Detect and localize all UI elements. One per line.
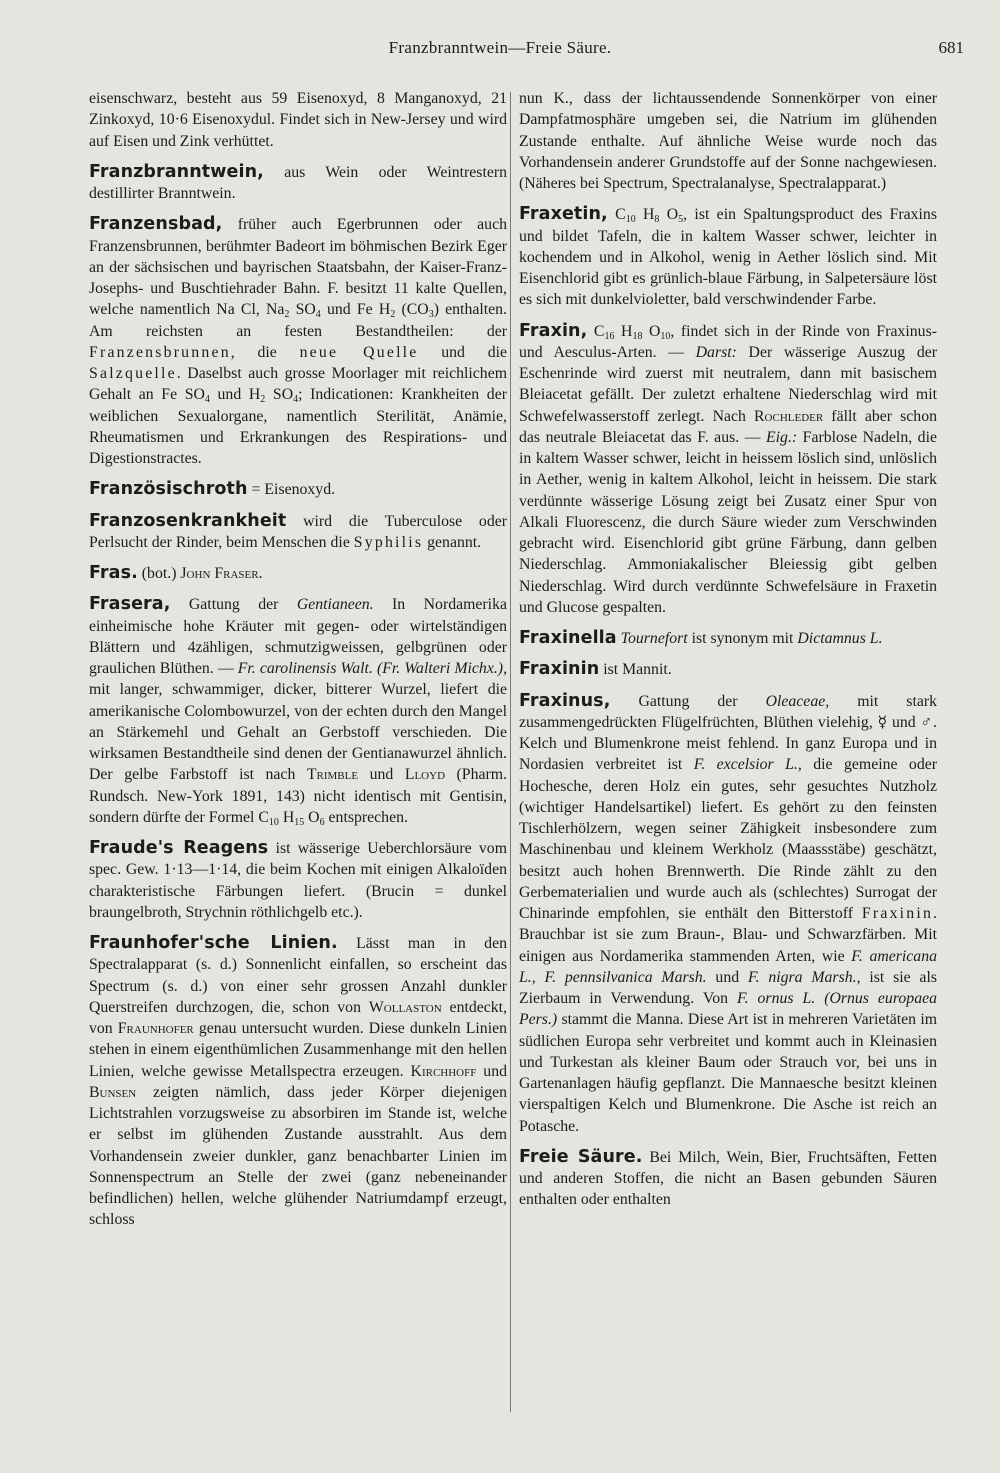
entry-fras: Fras. (bot.) John Fraser. — [89, 563, 263, 583]
headword: Franzbranntwein, — [89, 161, 264, 182]
headword: Fraxinus, — [519, 690, 611, 711]
entry-fraudes-reagens: Fraude's Reagens ist wässerige Ueberchlorsäure vom spec. Gew. 1·13—1·14, die beim Kochen mit einigen Alkaloïden charakteristische Färbungen liefert. (Brucin = dunkel braungelbroth, Strychnin röthlichgelb etc.). — [89, 838, 507, 921]
entry-fraxinus: Fraxinus, Gattung der Oleaceae, mit stark zusammengedrückten Flügelfrüchten, Blüthen vielehig, ☿ und ♂. Kelch und Blumenkrone meist fehlend. In ganz Europa und in Nordasien verbreitet ist F. excelsior L., die gemeine oder Hochesche, deren Holz ein gutes, sehr gesuchtes Nutzholz (wichtiger Handelsartikel) liefert. Es gehört zu den feinsten Tischlerhölzern, wegen seiner Zähigkeit insbesondere zum Maschinenbau und kleinem Werkholz (Maassstäbe) geschätzt, besitzt auch hohen Brennwerth. Die Rinde zählt zu den Gerbematerialien und wurde auch als (schlechtes) Surrogat der Chinarinde empfohlen, sie enthält den Bitterstoff Fraxinin. Brauchbar ist sie zum Braun-, Blau- und Schwarzfärben. Mit einigen aus Nordamerika stammenden Arten, wie F. americana L., F. pennsilvanica Marsh. und F. nigra Marsh., ist sie als Zierbaum in Verwendung. Von F. ornus L. (Ornus europaea Pers.) stammt die Manna. Diese Art ist in mehreren Varietäten im südlichen Europa sehr verbreitet und kommt auch in Kleinasien und Turkestan als kleiner Baum oder Strauch vor, bei uns in Gartenanlagen häufig gepflanzt. Die Mannaesche besitzt kleinen vierspaltigen Kelch und Blumenkrone. Die Asche ist reich an Potasche. — [519, 690, 938, 1135]
running-title: Franzbranntwein—Freie Säure. — [388, 38, 612, 57]
column-divider — [510, 92, 511, 1412]
entry-fraxinella: Fraxinella Tournefort ist synonym mit Dictamnus L. — [519, 628, 883, 648]
entry-continuation: eisenschwarz, besteht aus 59 Eisenoxyd, 8 Manganoxyd, 21 Zinkoxyd, 10·6 Eisenoxydul. Findet sich in New-Jersey und wird auf Eisen und Zink verhüttet. — [89, 90, 507, 150]
headword: Fras. — [89, 563, 138, 583]
entry-franzosenkrankheit: Franzosenkrankheit wird die Tuberculose oder Perlsucht der Rinder, beim Menschen die Syphilis genannt. — [89, 510, 507, 551]
entry-franzbranntwein: Franzbranntwein, aus Wein oder Weintrestern destillirter Branntwein. — [89, 161, 507, 202]
headword: Französischroth — [89, 479, 248, 500]
headword: Fraxinella — [519, 628, 617, 648]
headword: Fraude's Reagens — [89, 838, 269, 858]
entry-franzoesischroth: Französischroth = Eisenoxyd. — [89, 479, 336, 500]
headword: Fraxetin, — [519, 204, 608, 225]
entry-fraxin: Fraxin, $C_{16}$ $H_{18}$ $O_{10}$, findet sich in der Rinde von Fraxinus- und Aesculus-Arten. — Darst: Der wässerige Auszug der Eschenrinde wird zuerst mit neutralem, dann mit basischem Bleiacetat gefällt. Der zuletzt erhaltene Niederschlag wird mit Schwefelwasserstoff zerlegt. Nach Rochleder fällt aber schon das neutrale Bleiacetat das F. aus. — Eig.: Farblose Nadeln, die in kaltem Wasser schwer, leicht in heissem löslich sind, unlöslich in Aether, wenig in kaltem Alkohol, leicht in heissem. Die stark verdünnte wässerige Lösung zeigt bei Zusatz einer Spur von Alkali Fluorescenz, die durch Säure wieder zum Verschwinden gebracht wird. Eisenchlorid gibt grüne Färbung, dann gelben Niederschlag. Ammoniakalischer Bleiessig gibt gelben Niederschlag. Wird durch verdünnte Schwefelsäure in Fraxetin und Glucose gespalten. — [519, 320, 937, 616]
entry-fraxetin: Fraxetin, $C_{10}$ $H_8$ $O_5$, ist ein Spaltungsproduct des Fraxins und bildet Tafeln, die in kaltem Wasser schwer, leichter in kochendem und in Alkohol, wenig in Aether löslich sind. Mit Eisenchlorid gibt es grünlich-blaue Färbung, in Salpetersäure löst es sich mit dunkelvioletter, bald verschwindender Farbe. — [519, 204, 937, 309]
headword: Franzosenkrankheit — [89, 510, 287, 531]
entry-frasera: Frasera, Gattung der Gentianeen. In Nordamerika einheimische hohe Kräuter mit gegen- oder wirtelständigen Blättern und 4zähligen, schmutzigweissen, gelbgrünen oder graulichen Blüthen. — Fr. carolinensis Walt. (Fr. Walteri Michx.), mit langer, schwammiger, dicker, bitterer Wurzel, liefert die amerikanische Colombowurzel, von der echten durch den Mangel an Stärkemehl und Gehalt an Gerbstoff verschieden. Die wirksamen Bestandtheile sind denen der Gentianawurzel ähnlich. Der gelbe Farbstoff ist nach Trimble und Lloyd (Pharm. Rundsch. New-York 1891, 143) nicht identisch mit Gentisin, sondern dürfte der Formel $C_{10}$ $H_{15}$ $O_6$ entsprechen. — [89, 594, 508, 828]
entry-franzensbad: Franzensbad, früher auch Egerbrunnen oder auch Franzensbrunnen, berühmter Badeort im böhmischen Bezirk Eger an der sächsischen und bayrischen Staatsbahn, der Kaiser-Franz-Josephs- und Buschtiehrader Bahn. F. besitzt 11 kalte Quellen, welche namentlich Na Cl, $Na_2$ $SO_4$ und Fe $H_2$ $(CO_3)$ enthalten. Am reichsten an festen Bestandtheilen: der Franzensbrunnen, die neue Quelle und die Salzquelle. Daselbst auch grosse Moorlager mit reichlichem Gehalt an Fe $SO_4$ und $H_2$ $SO_4$; Indicationen: Krankheiten der weiblichen Sexualorgane, namentlich Sterilität, Anämie, Rheumatismen und Erkrankungen des Respirations- und Digestionstractes. — [89, 214, 507, 467]
right-column — [519, 88, 937, 1221]
entry-freie-saeure: Freie Säure. Bei Milch, Wein, Bier, Fruchtsäften, Fetten und anderen Stoffen, die nicht an Basen gebunden Säuren enthalten oder enthalten — [519, 1146, 937, 1209]
left-column — [89, 88, 507, 1241]
headword: Freie Säure. — [519, 1146, 643, 1167]
headword: Franzensbad, — [89, 214, 223, 235]
entry-continuation: nun K., dass der lichtaussendende Sonnenkörper von einer Dampfatmosphäre umgeben sei, die Natrium im glühenden Zustande enthalte. Auf ähnliche Weise wurde noch das Vorhandensein anderer Grundstoffe auf der Sonne nachgewiesen. (Näheres bei Spectrum, Spectralanalyse, Spectralapparat.) — [519, 90, 937, 192]
headword: Fraxinin — [519, 659, 600, 680]
headword: Fraunhofer'sche Linien. — [89, 933, 338, 953]
headword: Fraxin, — [519, 320, 588, 341]
page-number: 681 — [938, 38, 964, 57]
entry-fraxinin: Fraxinin ist Mannit. — [519, 659, 672, 680]
entry-fraunhofersche-linien: Fraunhofer'sche Linien. Lässt man in den Spectralapparat (s. d.) Sonnenlicht einfallen, so erscheint das Spectrum (s. d.) von einer sehr grossen Anzahl dunkler Querstreifen durchzogen, die, schon von Wollaston entdeckt, von Fraunhofer genau untersucht wurden. Diese dunkeln Linien stehen in einem eigenthümlichen Zusammenhange mit den hellen Linien, welche gewisse Metallspectra erzeugen. Kirchhoff und Bunsen zeigten nämlich, dass jeder Körper diejenigen Lichtstrahlen vorzugsweise zu absorbiren im Stande ist, welche er selbst im glühenden Zustande ausstrahlt. Aus dem Vorhandensein zweier dunkler, ganz benachbarter Linien im Sonnenspectrum an Stelle der zwei (ganz nebeneinander befindlichen) hellen, welche glühender Natriumdampf erzeugt, schloss — [89, 933, 508, 1229]
headword: Frasera, — [89, 594, 171, 615]
